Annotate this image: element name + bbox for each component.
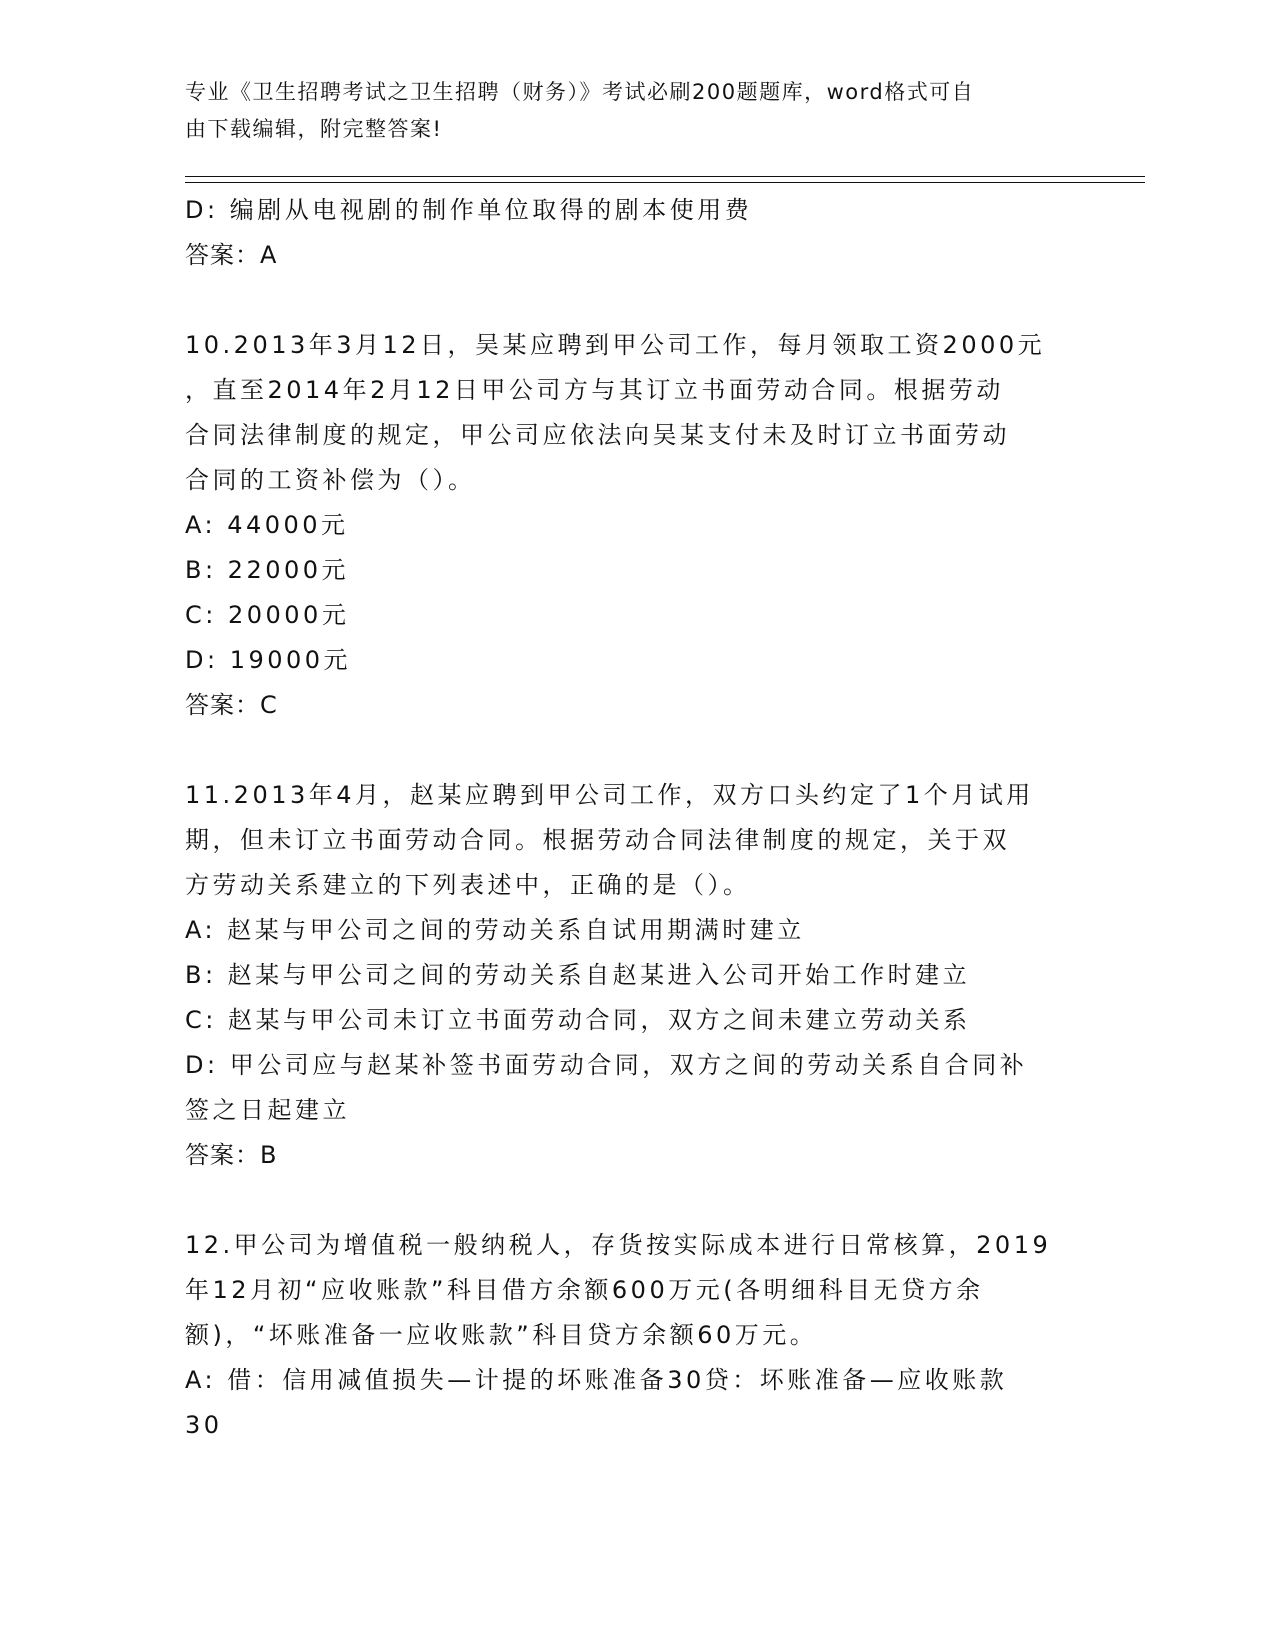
question-text-line: 12.甲公司为增值税一般纳税人，存货按实际成本进行日常核算，2019 bbox=[185, 1231, 1052, 1259]
header-divider-top bbox=[185, 176, 1145, 177]
question-11 bbox=[185, 773, 1085, 1178]
document-body bbox=[185, 188, 1085, 1448]
option-d-continued: 签之日起建立 bbox=[185, 1096, 350, 1124]
question-text-line: 方劳动关系建立的下列表述中，正确的是（）。 bbox=[185, 871, 751, 899]
option-a: A: 赵某与甲公司之间的劳动关系自试用期满时建立 bbox=[185, 916, 805, 944]
option-a: A: 44000元 bbox=[185, 511, 349, 539]
document-header bbox=[185, 74, 1065, 148]
option-c: C: 赵某与甲公司未订立书面劳动合同，双方之间未建立劳动关系 bbox=[185, 1006, 971, 1034]
answer-line: 答案：B bbox=[185, 1141, 278, 1169]
header-line-1: 专业《卫生招聘考试之卫生招聘（财务）》考试必刷200题题库，word格式可自 bbox=[185, 80, 975, 104]
option-b: B: 赵某与甲公司之间的劳动关系自赵某进入公司开始工作时建立 bbox=[185, 961, 971, 989]
question-text-line: 合同法律制度的规定，甲公司应依法向吴某支付未及时订立书面劳动 bbox=[185, 421, 1010, 449]
option-d: D: 编剧从电视剧的制作单位取得的剧本使用费 bbox=[185, 196, 753, 224]
question-text-line: 11.2013年4月，赵某应聘到甲公司工作，双方口头约定了1个月试用 bbox=[185, 781, 1034, 809]
header-divider-bottom bbox=[185, 182, 1145, 183]
question-text-line: 合同的工资补偿为（）。 bbox=[185, 466, 476, 494]
spacer bbox=[185, 1178, 1085, 1223]
option-d: D: 19000元 bbox=[185, 646, 352, 674]
header-line-2: 由下载编辑，附完整答案! bbox=[185, 117, 443, 141]
option-a: A: 借：信用减值损失—计提的坏账准备30贷：坏账准备—应收账款 bbox=[185, 1366, 1008, 1394]
answer-line: 答案：C bbox=[185, 691, 278, 719]
spacer bbox=[185, 728, 1085, 773]
question-text-line: 期，但未订立书面劳动合同。根据劳动合同法律制度的规定，关于双 bbox=[185, 826, 1010, 854]
question-text-line: ，直至2014年2月12日甲公司方与其订立书面劳动合同。根据劳动 bbox=[185, 376, 1004, 404]
question-text-line: 额)，“坏账准备一应收账款”科目贷方余额60万元。 bbox=[185, 1321, 818, 1349]
option-c: C: 20000元 bbox=[185, 601, 350, 629]
answer-line: 答案：A bbox=[185, 241, 278, 269]
option-d: D: 甲公司应与赵某补签书面劳动合同，双方之间的劳动关系自合同补 bbox=[185, 1051, 1028, 1079]
question-text-line: 10.2013年3月12日，吴某应聘到甲公司工作，每月领取工资2000元 bbox=[185, 331, 1046, 359]
option-b: B: 22000元 bbox=[185, 556, 350, 584]
option-a-continued: 30 bbox=[185, 1411, 223, 1439]
spacer bbox=[185, 278, 1085, 323]
question-10 bbox=[185, 323, 1085, 728]
question-text-line: 年12月初“应收账款”科目借方余额600万元(各明细科目无贷方余 bbox=[185, 1276, 984, 1304]
question-12 bbox=[185, 1223, 1085, 1448]
question-9-tail bbox=[185, 188, 1085, 278]
